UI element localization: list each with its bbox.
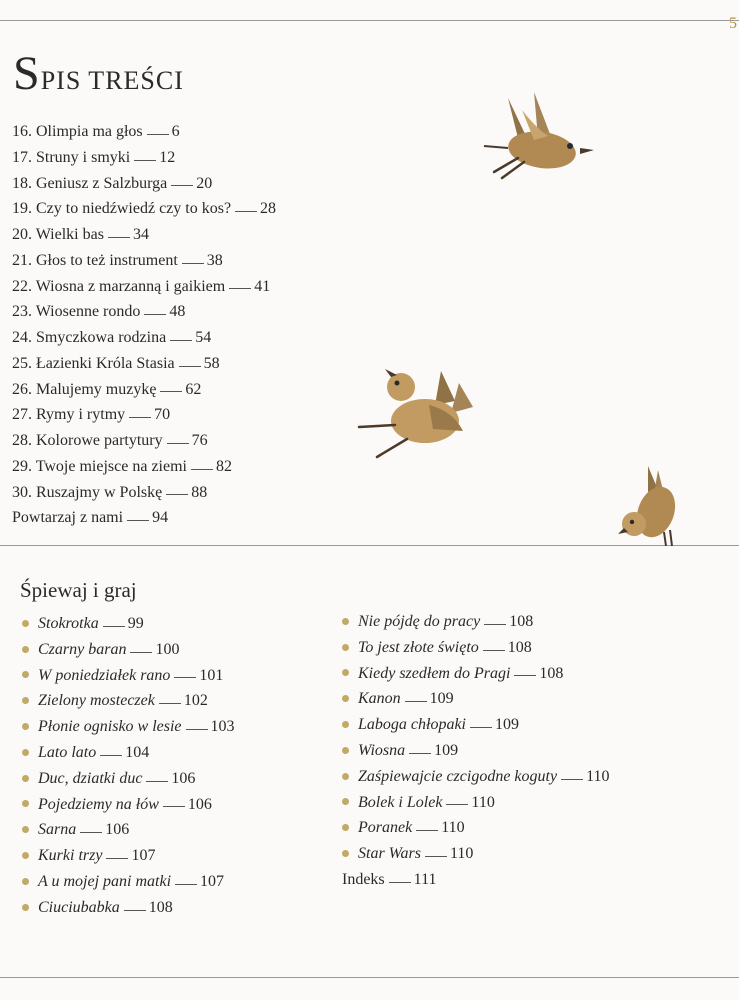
song-title: Duc, dziatki duc <box>38 769 143 787</box>
toc-entry-label: 26. Malujemy muzykę <box>12 380 157 398</box>
song-title: Kurki trzy <box>38 847 103 865</box>
song-page: 107 <box>200 872 225 890</box>
page-number: 5 <box>729 15 737 32</box>
leader-dash <box>561 779 583 780</box>
bullet-icon <box>342 747 349 754</box>
toc-entry-label: 17. Struny i smyki <box>12 148 131 166</box>
song-entry <box>22 638 235 664</box>
song-entry <box>22 767 235 793</box>
toc-entry <box>12 403 276 429</box>
table-of-contents <box>12 120 276 532</box>
leader-dash <box>186 729 208 730</box>
song-entry <box>22 793 235 819</box>
bullet-icon <box>22 826 29 833</box>
toc-entry-page: 6 <box>171 123 180 140</box>
leader-dash <box>163 806 185 807</box>
leader-dash <box>405 701 427 702</box>
song-page: 110 <box>441 819 465 837</box>
song-title: Laboga chłopaki <box>358 716 466 734</box>
toc-entry-label: 19. Czy to niedźwiedź czy to kos? <box>12 200 232 218</box>
bullet-icon <box>342 721 349 728</box>
bird-hopping-icon <box>355 365 480 460</box>
toc-entry <box>12 275 276 301</box>
song-page: 108 <box>148 898 173 916</box>
bullet-icon <box>22 852 29 859</box>
leader-dash <box>124 910 146 911</box>
toc-entry-label: 20. Wielki bas <box>12 226 104 243</box>
song-title: Zaśpiewajcie czcigodne koguty <box>358 767 558 785</box>
song-page: 99 <box>127 615 144 632</box>
song-entry <box>342 610 609 636</box>
song-title: W poniedziałek rano <box>38 666 171 684</box>
song-entry <box>22 664 235 690</box>
song-title: A u mojej pani matki <box>38 872 172 890</box>
leader-dash <box>416 830 438 831</box>
toc-entry-label: 22. Wiosna z marzanną i gaikiem <box>12 277 226 295</box>
leader-dash <box>470 727 492 728</box>
leader-dash <box>100 755 122 756</box>
song-title: Lato lato <box>38 743 97 761</box>
toc-entry-label: 29. Twoje miejsce na ziemi <box>12 457 187 475</box>
leader-dash <box>389 882 411 883</box>
index-entry <box>342 868 609 894</box>
leader-dash <box>182 263 204 264</box>
song-page: 106 <box>105 821 130 839</box>
toc-entry-page: 48 <box>169 303 186 321</box>
bullet-icon <box>22 646 29 653</box>
bullet-icon <box>22 904 29 911</box>
leader-dash <box>446 804 468 805</box>
song-entry <box>342 765 609 791</box>
song-entry <box>22 896 235 922</box>
toc-entry <box>12 223 276 249</box>
bullet-icon <box>22 878 29 885</box>
bullet-icon <box>22 775 29 782</box>
song-entry <box>22 818 235 844</box>
toc-entry-page: 54 <box>195 329 212 346</box>
song-entry <box>22 689 235 715</box>
bird-flying-icon <box>478 88 598 180</box>
song-title: Pojedziemy na łów <box>38 795 159 813</box>
toc-entry <box>12 120 276 146</box>
leader-dash <box>108 237 130 238</box>
toc-entry-page: 38 <box>206 251 223 269</box>
song-entry <box>342 662 609 688</box>
toc-entry-page: 62 <box>185 380 202 398</box>
bullet-icon <box>22 697 29 704</box>
bird-pecking-icon <box>618 462 682 548</box>
top-rule <box>0 15 739 32</box>
song-page: 110 <box>586 767 610 785</box>
bottom-rule <box>0 977 739 978</box>
toc-entry-label: 16. Olimpia ma głos <box>12 123 143 140</box>
song-title: Ciuciubabka <box>38 898 120 916</box>
song-title: Wiosna <box>358 741 406 759</box>
song-page: 107 <box>131 847 156 865</box>
bullet-icon <box>22 671 29 678</box>
song-page: 100 <box>155 640 180 658</box>
leader-dash <box>514 675 536 676</box>
songs-section-title: Śpiewaj i graj <box>20 578 137 602</box>
song-entry <box>342 791 609 817</box>
song-page: 101 <box>199 666 224 684</box>
song-title: Nie pójdę do pracy <box>358 613 481 630</box>
toc-entry-label: 25. Łazienki Króla Stasia <box>12 354 175 372</box>
toc-entry <box>12 326 276 352</box>
leader-dash <box>146 781 168 782</box>
song-entry <box>342 687 609 713</box>
leader-dash <box>166 494 188 495</box>
leader-dash <box>159 703 181 704</box>
toc-entry <box>12 429 276 455</box>
toc-entry <box>12 249 276 275</box>
song-entry <box>22 741 235 767</box>
leader-dash <box>144 314 166 315</box>
leader-dash <box>147 134 169 135</box>
song-title: To jest złote święto <box>358 638 479 656</box>
toc-entry-page: 58 <box>203 354 220 372</box>
toc-entry <box>12 197 276 223</box>
bullet-icon <box>22 723 29 730</box>
toc-entry-label: 23. Wiosenne rondo <box>12 303 141 321</box>
leader-dash <box>171 185 193 186</box>
song-page: 106 <box>171 769 196 787</box>
bullet-icon <box>342 669 349 676</box>
toc-entry-page: 94 <box>152 509 169 527</box>
song-entry <box>22 870 235 896</box>
song-entry <box>342 842 609 868</box>
toc-entry-label: 30. Ruszajmy w Polskę <box>12 483 163 501</box>
leader-dash <box>409 753 431 754</box>
bullet-icon <box>22 620 29 627</box>
song-title: Star Wars <box>358 845 421 863</box>
index-label: Indeks <box>342 870 385 888</box>
songs-list-right <box>342 610 609 894</box>
song-title: Kiedy szedłem do Pragi <box>358 664 511 682</box>
song-page: 104 <box>125 743 150 761</box>
leader-dash <box>103 626 125 627</box>
bullet-icon <box>342 850 349 857</box>
song-page: 109 <box>434 741 459 759</box>
leader-dash <box>191 469 213 470</box>
toc-entry-label: 18. Geniusz z Salzburga <box>12 174 168 192</box>
leader-dash <box>160 391 182 392</box>
song-page: 110 <box>471 793 495 811</box>
toc-entry-label: 28. Kolorowe partytury <box>12 432 163 449</box>
leader-dash <box>134 160 156 161</box>
song-entry <box>342 713 609 739</box>
toc-entry-label: 27. Rymy i rytmy <box>12 406 126 424</box>
toc-entry-page: 34 <box>132 226 149 243</box>
toc-entry-page: 82 <box>215 457 232 475</box>
song-title: Płonie ognisko w lesie <box>38 718 182 736</box>
leader-dash <box>106 858 128 859</box>
leader-dash <box>130 652 152 653</box>
toc-entry-label: Powtarzaj z nami <box>12 509 124 527</box>
bullet-icon <box>342 695 349 702</box>
song-page: 109 <box>429 690 454 708</box>
leader-dash <box>484 624 506 625</box>
toc-entry-page: 70 <box>154 406 171 424</box>
toc-entry-page: 76 <box>191 432 208 449</box>
song-title: Poranek <box>358 819 413 837</box>
bullet-icon <box>342 824 349 831</box>
toc-entry-label: 21. Głos to też instrument <box>12 251 178 269</box>
title-initial: S <box>13 47 41 100</box>
song-entry <box>342 636 609 662</box>
songs-list-left <box>22 612 235 922</box>
bullet-icon <box>342 618 349 625</box>
toc-entry <box>12 352 276 378</box>
song-page: 108 <box>539 664 564 682</box>
song-title: Kanon <box>358 690 401 708</box>
toc-entry <box>12 506 276 532</box>
leader-dash <box>483 650 505 651</box>
leader-dash <box>174 677 196 678</box>
toc-entry-page: 88 <box>191 483 208 501</box>
song-page: 108 <box>509 613 534 630</box>
song-entry <box>22 844 235 870</box>
title-rest: PIS TREŚCI <box>40 66 184 95</box>
leader-dash <box>235 211 257 212</box>
toc-entry-page: 12 <box>159 148 176 166</box>
song-title: Sarna <box>38 821 77 839</box>
toc-entry-label: 24. Smyczkowa rodzina <box>12 329 167 346</box>
song-title: Stokrotka <box>38 615 99 632</box>
leader-dash <box>80 832 102 833</box>
toc-entry <box>12 378 276 404</box>
toc-entry-page: 20 <box>196 174 213 192</box>
song-page: 103 <box>210 718 235 736</box>
leader-dash <box>167 443 189 444</box>
toc-entry <box>12 172 276 198</box>
bullet-icon <box>22 800 29 807</box>
song-entry <box>342 739 609 765</box>
toc-entry <box>12 481 276 507</box>
bullet-icon <box>22 749 29 756</box>
toc-entry <box>12 146 276 172</box>
song-entry <box>22 715 235 741</box>
song-title: Bolek i Lolek <box>358 793 443 811</box>
index-page: 111 <box>413 870 437 888</box>
leader-dash <box>127 520 149 521</box>
song-page: 110 <box>449 845 474 863</box>
leader-dash <box>425 856 447 857</box>
song-page: 109 <box>495 716 519 734</box>
leader-dash <box>170 340 192 341</box>
song-page: 106 <box>187 795 212 813</box>
song-title: Czarny baran <box>38 640 127 658</box>
song-entry <box>342 816 609 842</box>
bullet-icon <box>342 644 349 651</box>
toc-entry <box>12 300 276 326</box>
leader-dash <box>179 366 201 367</box>
toc-entry <box>12 455 276 481</box>
leader-dash <box>175 884 197 885</box>
song-title: Zielony mosteczek <box>38 692 155 710</box>
page-title <box>13 47 184 100</box>
song-page: 102 <box>183 692 208 710</box>
toc-entry-page: 41 <box>254 277 271 295</box>
bullet-icon <box>342 798 349 805</box>
leader-dash <box>229 288 251 289</box>
song-entry <box>22 612 235 638</box>
song-page: 108 <box>507 638 532 656</box>
toc-entry-page: 28 <box>260 200 277 218</box>
leader-dash <box>129 417 151 418</box>
bullet-icon <box>342 773 349 780</box>
